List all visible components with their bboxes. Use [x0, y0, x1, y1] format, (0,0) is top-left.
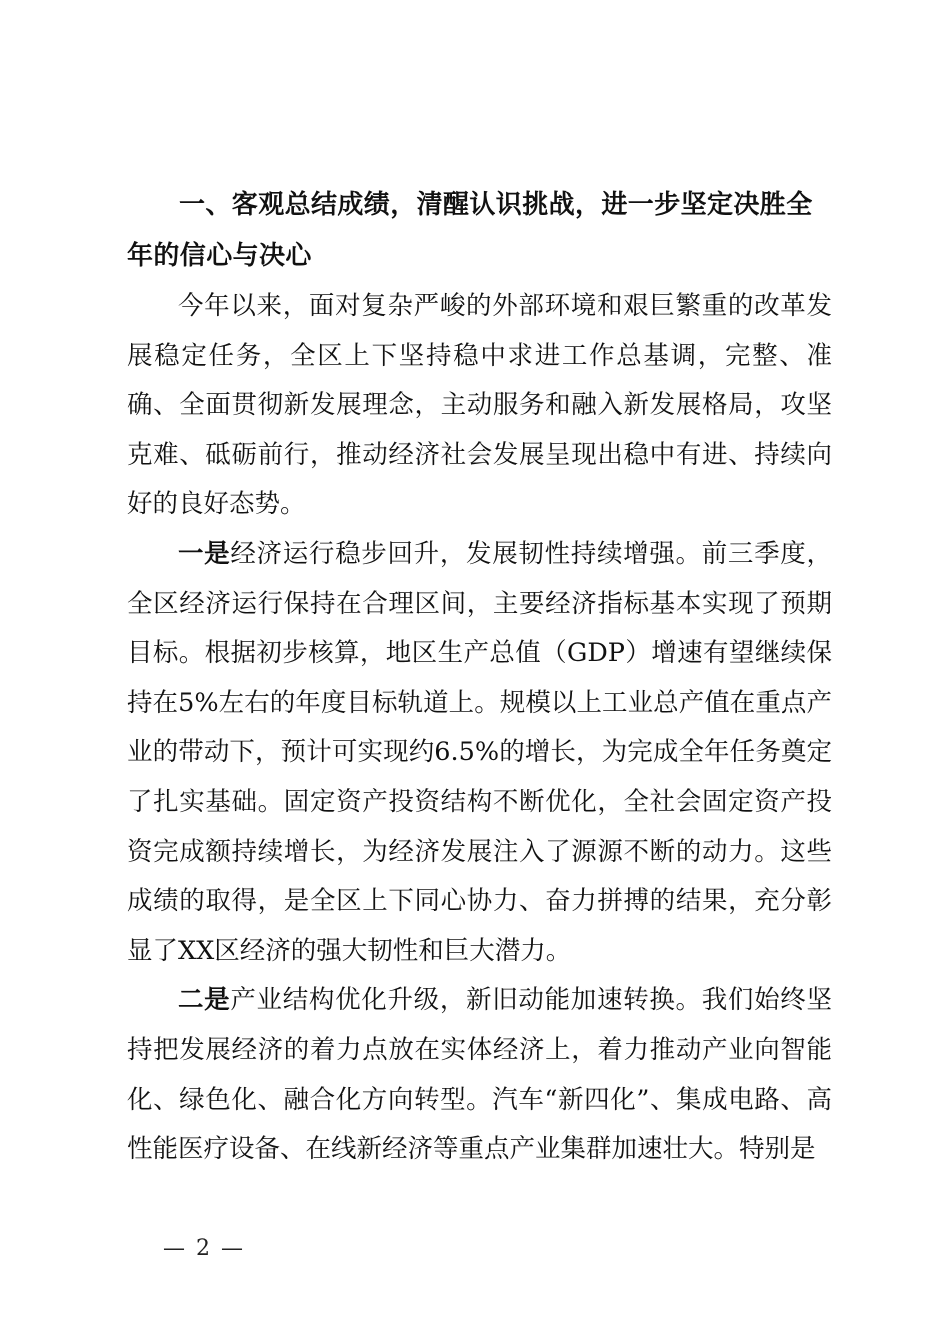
page-number: — 2 — — [163, 1236, 245, 1261]
paragraph-lead: 一是 — [178, 538, 231, 569]
section-heading: 一、客观总结成绩，清醒认识挑战，进一步坚定决胜全年的信心与决心 — [127, 190, 813, 271]
document-body — [127, 180, 832, 1175]
paragraph-text: 今年以来，面对复杂严峻的外部环境和艰巨繁重的改革发展稳定任务，全区上下坚持稳中求进工作总基调，完整、准确、全面贯彻新发展理念，主动服务和融入新发展格局，攻坚克难、砥砺前行，推动经济社会发展呈现出稳中有进、持续向好的良好态势。 — [127, 291, 832, 520]
paragraph-text: 经济运行稳步回升，发展韧性持续增强。前三季度，全区经济运行保持在合理区间，主要经济指标基本实现了预期目标。根据初步核算，地区生产总值（GDP）增速有望继续保持在5%左右的年度目标轨道上。规模以上工业总产值在重点产业的带动下，预计可实现约6.5%的增长，为完成全年任务奠定了扎实基础。固定资产投资结构不断优化，全社会固定资产投资完成额持续增长，为经济发展注入了源源不断的动力。这些成绩的取得，是全区上下同心协力、奋力拼搏的结果，充分彰显了XX区经济的强大韧性和巨大潜力。 — [127, 538, 832, 966]
paragraph-intro — [127, 282, 832, 530]
paragraph-point-two — [127, 976, 832, 1174]
paragraph-lead: 二是 — [178, 985, 231, 1016]
paragraph-text: 产业结构优化升级，新旧动能加速转换。我们始终坚持把发展经济的着力点放在实体经济上，着力推动产业向智能化、绿色化、融合化方向转型。汽车“新四化”、集成电路、高性能医疗设备、在线新经济等重点产业集群加速壮大。特别是 — [127, 985, 832, 1165]
paragraph-point-one — [127, 530, 832, 976]
